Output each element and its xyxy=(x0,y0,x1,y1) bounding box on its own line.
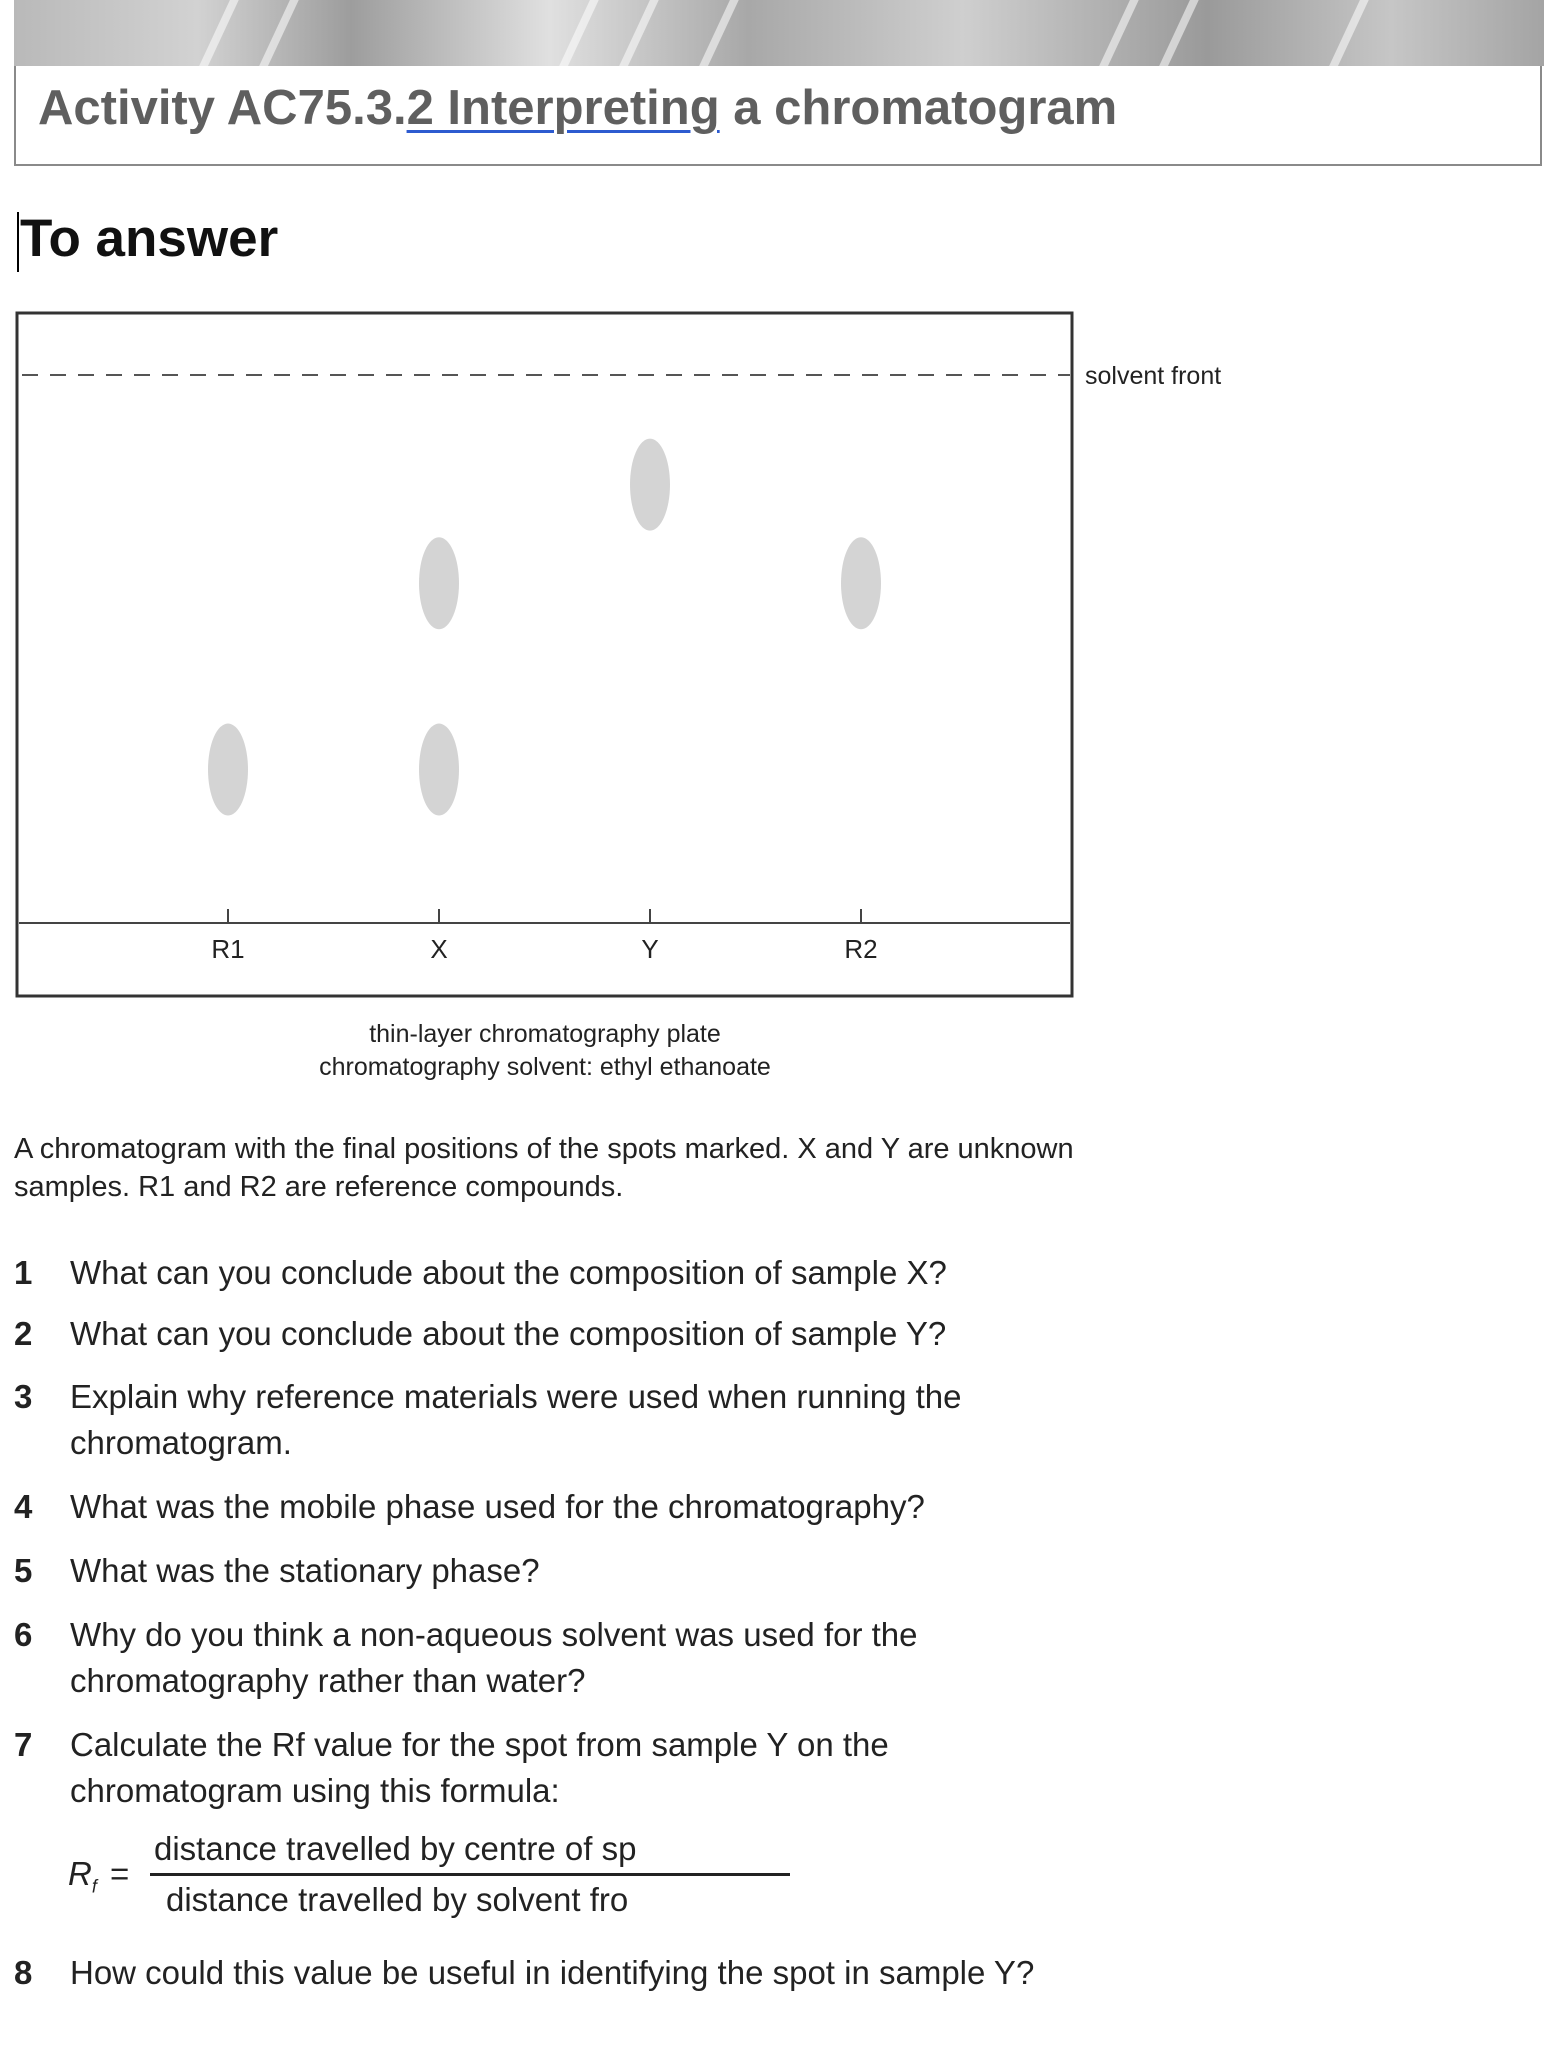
activity-title-box xyxy=(14,66,1542,166)
question-text: Why do you think a non-aqueous solvent was used for the chromatography rather than water? xyxy=(70,1616,918,1699)
solvent-caption: chromatography solvent: ethyl ethanoate xyxy=(319,1053,771,1081)
lane-label-r2: R2 xyxy=(844,934,878,964)
question-number: 5 xyxy=(14,1552,33,1589)
title-suffix: a chromatogram xyxy=(719,81,1118,135)
spot-r2-4 xyxy=(841,537,881,629)
question-text: What was the stationary phase? xyxy=(70,1552,540,1589)
activity-title xyxy=(38,80,1117,136)
question-text: How could this value be useful in identifying the spot in sample Y? xyxy=(70,1954,1035,1991)
question-text: Explain why reference materials were used when running the chromatogram. xyxy=(70,1378,962,1461)
question-number: 4 xyxy=(14,1488,33,1525)
text-cursor xyxy=(17,212,19,272)
formula-denominator: distance travelled by solvent fro xyxy=(166,1881,629,1918)
title-link[interactable]: 2 Interpreting xyxy=(406,81,720,135)
formula-numerator: distance travelled by centre of sp xyxy=(154,1830,637,1867)
title-prefix: Activity AC75.3. xyxy=(38,81,407,135)
formula-lhs: $R_f$ xyxy=(68,1855,97,1897)
question-number: 7 xyxy=(14,1726,33,1763)
question-number: 3 xyxy=(14,1378,33,1415)
formula-equals: = xyxy=(110,1855,130,1892)
question-number: 2 xyxy=(14,1315,33,1352)
spot-r1-0 xyxy=(208,724,248,816)
lane-label-y: Y xyxy=(641,934,659,964)
tlc-plate xyxy=(17,313,1072,996)
chromatogram-figure xyxy=(0,300,1300,1020)
lane-label-x: X xyxy=(430,934,448,964)
question-text: What was the mobile phase used for the chromatography? xyxy=(70,1488,925,1525)
spot-x-1 xyxy=(419,724,459,816)
rf-formula xyxy=(68,1825,748,1925)
intro-text: A chromatogram with the final positions of the spots marked. X and Y are unknown samples. R1 and R2 are reference compounds. xyxy=(14,1133,1074,1203)
spot-x-2 xyxy=(419,537,459,629)
question-text: What can you conclude about the composition of sample Y? xyxy=(70,1315,947,1352)
formula-fraction xyxy=(150,1825,790,1924)
section-heading: To answer xyxy=(20,209,279,268)
plate-caption: thin-layer chromatography plate xyxy=(369,1020,721,1048)
solvent-front-label: solvent front xyxy=(1085,362,1222,390)
lane-label-r1: R1 xyxy=(211,934,245,964)
question-number: 1 xyxy=(14,1254,33,1291)
question-text: What can you conclude about the composition of sample X? xyxy=(70,1254,947,1291)
spot-y-3 xyxy=(630,439,670,531)
header-banner-image xyxy=(14,0,1544,66)
question-number: 8 xyxy=(14,1954,33,1991)
question-number: 6 xyxy=(14,1616,33,1653)
question-text: Calculate the Rf value for the spot from sample Y on the chromatogram using this formula: xyxy=(70,1726,889,1809)
